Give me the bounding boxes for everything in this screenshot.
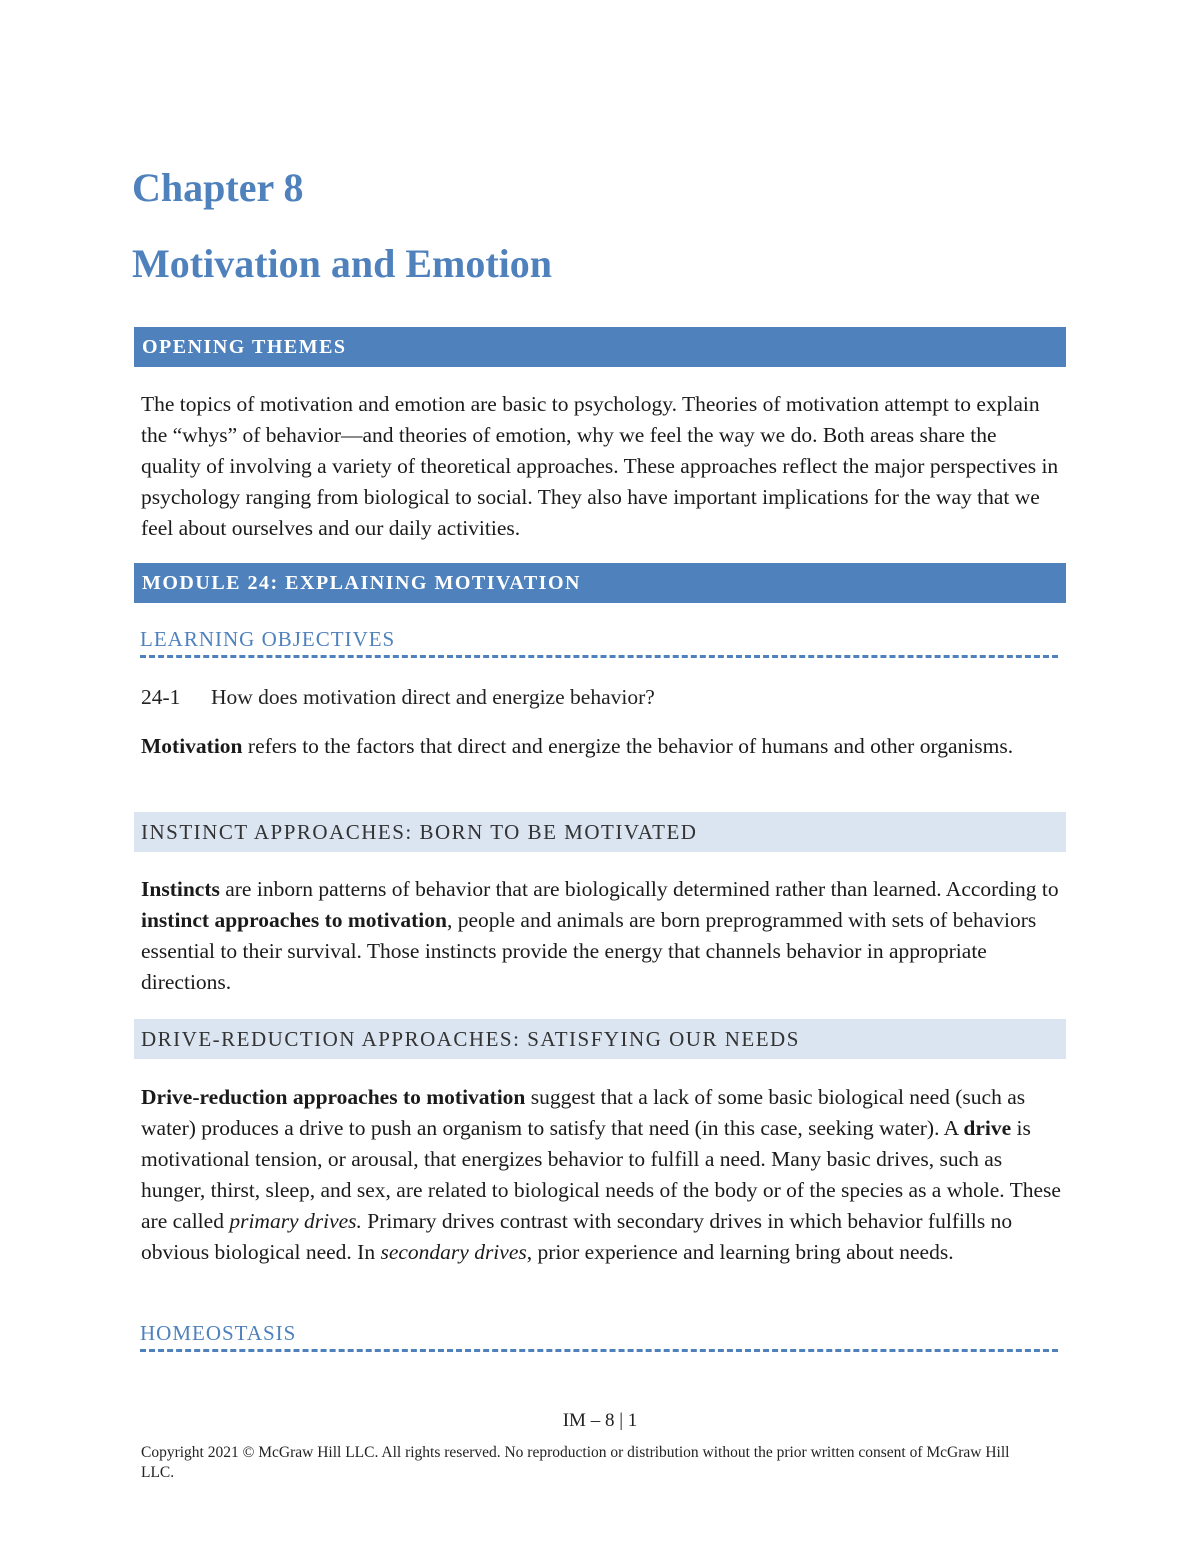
drive-reduction-term: Drive-reduction approaches to motivation [141,1085,526,1109]
drive-reduction-heading: DRIVE-REDUCTION APPROACHES: SATISFYING OUR NEEDS [134,1019,1066,1059]
learning-objectives-heading: LEARNING OBJECTIVES [140,625,1058,658]
learning-objective-item [141,682,655,712]
drive-reduction-paragraph [141,1082,1061,1268]
drive-text-3: Primary drives contrast with secondary drives in which behavior fulfills no obvious biological need. In [141,1209,1013,1264]
instinct-text-1: are inborn patterns of behavior that are biologically determined rather than learned. According to [219,877,1059,901]
objective-text: How does motivation direct and energize behavior? [211,685,655,709]
secondary-drives-term: secondary drives [380,1240,527,1264]
opening-themes-paragraph: The topics of motivation and emotion are basic to psychology. Theories of motivation attempt to explain the “whys” of behavior—and theories of emotion, why we feel the way we do. Both areas share the quality of involving a variety of theoretical approaches. These approaches reflect the major perspectives in psychology ranging from biological to social. They also have important implications for the way that we feel about ourselves and our daily activities. [141,392,1059,540]
chapter-title: Chapter 8 [132,165,304,210]
homeostasis-heading: HOMEOSTASIS [140,1319,1058,1352]
instincts-term: Instincts [141,877,220,901]
page-number: IM – 8 | 1 [562,1410,638,1431]
drive-text-1: suggest that a lack of some basic biological need (such as water) produces a drive to push an organism to satisfy that need (in this case, seeking water). A [141,1085,1026,1140]
motivation-term: Motivation [141,734,243,758]
chapter-subtitle: Motivation and Emotion [132,241,553,286]
instinct-paragraph [141,874,1061,998]
module-heading: MODULE 24: EXPLAINING MOTIVATION [134,563,1066,603]
instinct-text-2: , people and animals are born preprogrammed with sets of behaviors essential to their survival. Those instincts provide the energy that channels behavior in appropriate directions. [141,908,1037,994]
primary-drives-term: primary drives. [229,1209,362,1233]
objective-number: 24-1 [141,685,181,709]
drive-term: drive [963,1116,1012,1140]
instinct-approaches-heading: INSTINCT APPROACHES: BORN TO BE MOTIVATED [134,812,1066,852]
motivation-definition [141,731,1061,762]
copyright-notice: Copyright 2021 © McGraw Hill LLC. All rights reserved. No reproduction or distribution without the prior written consent of McGraw Hill LLC. [141,1444,1010,1481]
instinct-approaches-term: instinct approaches to motivation [141,908,447,932]
opening-themes-heading: OPENING THEMES [134,327,1066,367]
motivation-definition-text: refers to the factors that direct and energize the behavior of humans and other organisms. [242,734,1014,758]
drive-text-2: is motivational tension, or arousal, that energizes behavior to fulfill a need. Many basic drives, such as hunger, thirst, sleep, and sex, are related to biological needs of the body or of the species as a whole. These are called [141,1116,1061,1233]
drive-text-4: , prior experience and learning bring about needs. [526,1240,954,1264]
